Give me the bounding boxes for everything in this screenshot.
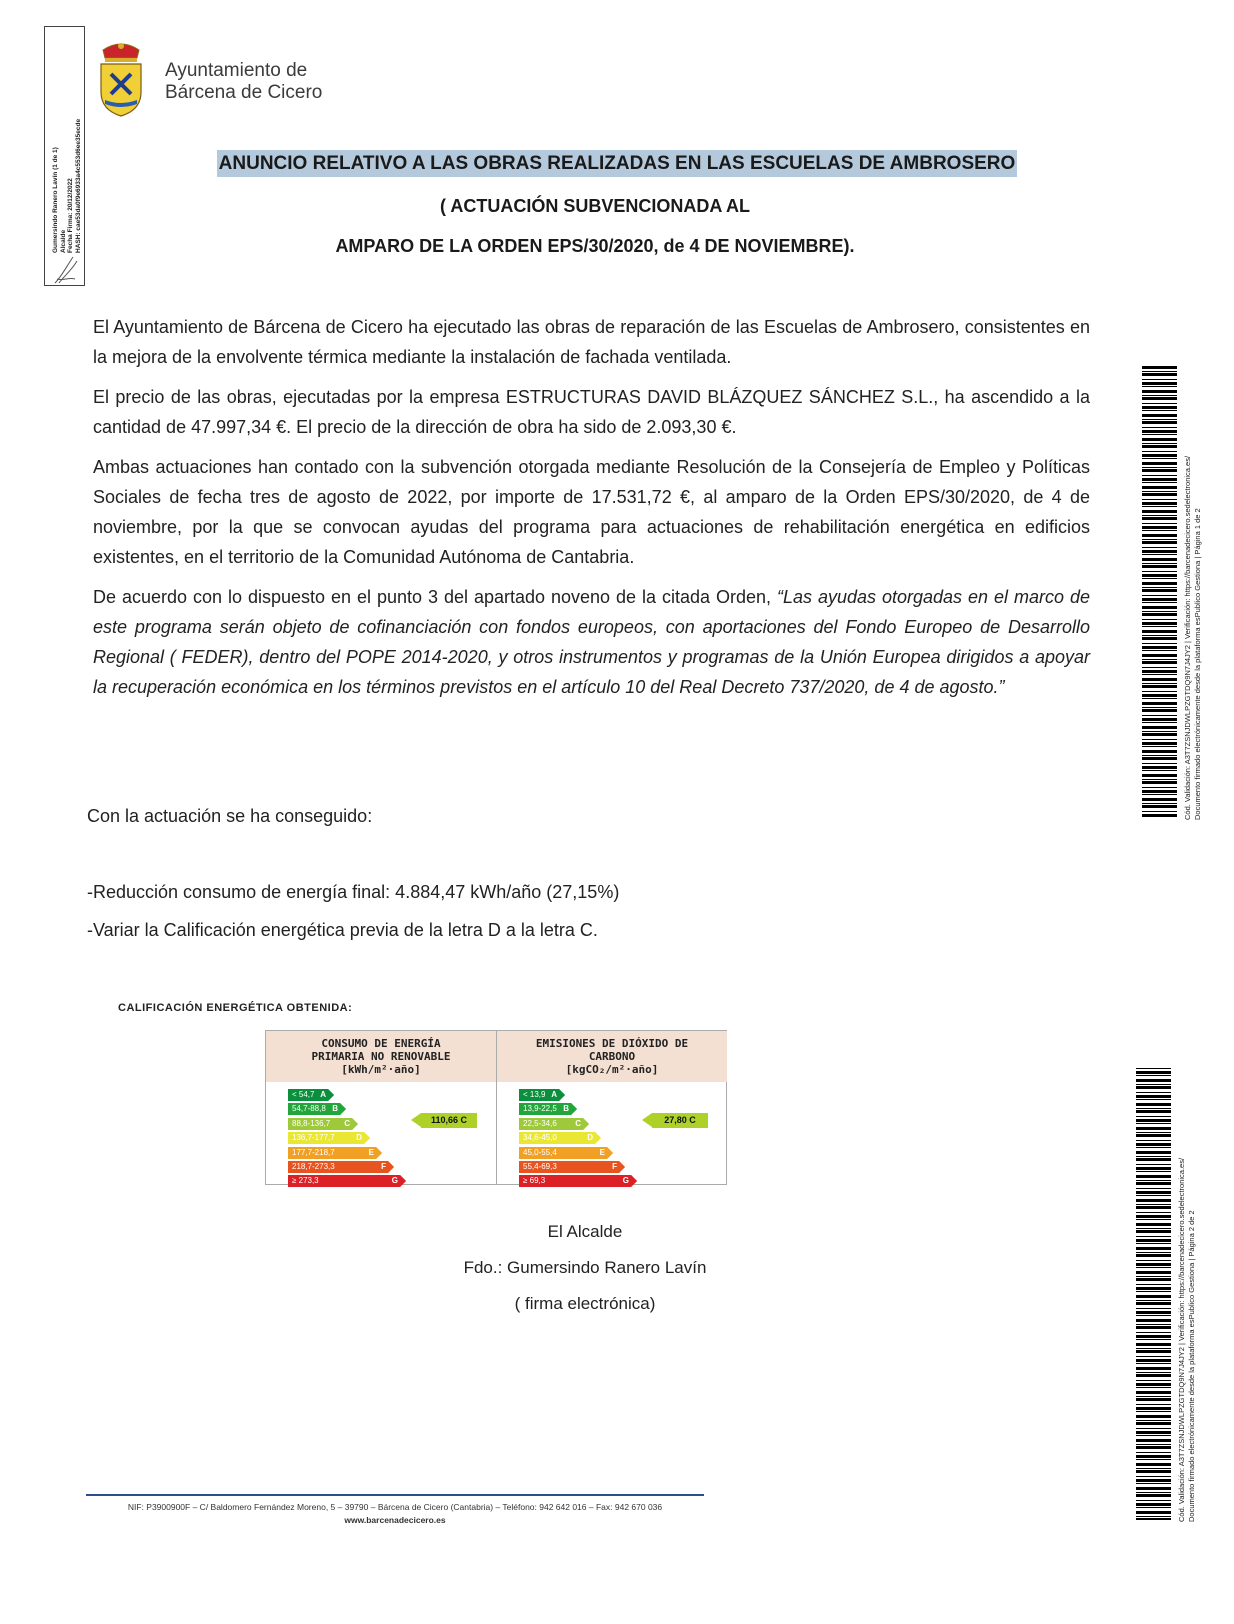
stamp-line: Gumersindo Ranero Lavín (1 de 1)	[52, 147, 59, 253]
energy-bar-letter: E	[368, 1147, 374, 1157]
bar-arrow-tip	[595, 1132, 601, 1144]
header-line: PRIMARIA NO RENOVABLE	[311, 1050, 451, 1063]
results-intro: Con la actuación se ha conseguido:	[87, 806, 373, 826]
energy-bar-letter: C	[344, 1118, 350, 1128]
signature-role: El Alcalde	[547, 1222, 623, 1241]
org-line-2: Bárcena de Cicero	[165, 82, 323, 103]
document-subtitle-line-2: AMPARO DE LA ORDEN EPS/30/2020, de 4 DE NOVIEMBRE).	[335, 236, 855, 256]
header-line: CONSUMO DE ENERGÍA	[321, 1037, 441, 1050]
co2-bar-letter: B	[563, 1104, 569, 1114]
bar-arrow-tip	[619, 1161, 625, 1173]
energy-bar-range: < 54,7	[292, 1090, 315, 1099]
co2-bar-letter: E	[599, 1147, 605, 1157]
coat-of-arms-icon	[93, 40, 149, 118]
energy-bar-letter: G	[391, 1176, 398, 1186]
validation-line: Documento firmado electrónicamente desde la plataforma esPublico Gestiona | Página 1 de 2	[1193, 508, 1202, 820]
energy-bar-c	[288, 1118, 352, 1130]
paragraph-price: El precio de las obras, ejecutadas por la empresa ESTRUCTURAS DAVID BLÁZQUEZ SÁNCHEZ S.L., ha ascendido a la cantidad de 47.997,34 €. El precio de la dirección de obra ha sido de 2.093,30 €.	[93, 387, 1090, 437]
bar-arrow-tip	[328, 1089, 334, 1101]
footer-divider	[86, 1494, 704, 1496]
co2-bar-d	[519, 1132, 595, 1144]
co2-bar-range: ≥ 69,3	[523, 1176, 546, 1186]
bar-arrow-tip	[376, 1147, 382, 1159]
paragraph-works: El Ayuntamiento de Bárcena de Cicero ha ejecutado las obras de reparación de las Escuelas de Ambrosero, consistentes en la mejora de la envolvente térmica mediante la instalación de fachada ventilada.	[93, 317, 1090, 367]
paragraph-subsidy: Ambas actuaciones han contado con la subvención otorgada mediante Resolución de la Consejería de Empleo y Políticas Sociales de fecha tres de agosto de 2022, por importe de 17.531,72 €, al amparo de la Orden EPS/30/2020, de 4 de noviembre, por la que se convocan ayudas del programa para actuaciones de rehabilitación energética en edificios existentes, en el territorio de la Comunidad Autónoma de Cantabria.	[93, 457, 1090, 567]
stamp-text	[52, 23, 82, 253]
document-body	[93, 312, 1090, 712]
energy-bar-range: 177,7-218,7	[292, 1147, 335, 1157]
bar-arrow-tip	[400, 1175, 406, 1187]
energy-bar-letter: D	[356, 1133, 362, 1143]
co2-bar-range: 55,4-69,3	[523, 1161, 557, 1171]
energy-label-title: CALIFICACIÓN ENERGÉTICA OBTENIDA:	[118, 1002, 353, 1014]
paragraph-cofinancing-quote: “Las ayudas otorgadas en el marco de este programa serán objeto de cofinanciación con fondos europeos, con aportaciones del Fondo Europeo de Desarrollo Regional ( FEDER), dentro del POPE 2014-2020, y otros instrumentos y programas de la Unión Europea dirigidos a apoyar la recuperación económica en los términos previstos en el artículo 10 del Real Decreto 737/2020, de 4 de agosto.”	[93, 587, 1090, 697]
co2-emissions-header	[497, 1031, 727, 1082]
bar-arrow-tip	[364, 1132, 370, 1144]
energy-bar-letter: A	[320, 1090, 326, 1099]
co2-bar-letter: C	[575, 1118, 581, 1128]
signature-name: Fdo.: Gumersindo Ranero Lavín	[463, 1258, 707, 1277]
co2-bar-range: 22,5-34,6	[523, 1118, 557, 1128]
energy-label	[265, 1030, 727, 1185]
footer-address: NIF: P3900900F – C/ Baldomero Fernández Moreno, 5 – 39790 – Bárcena de Cicero (Cantabria) – Teléfono: 942 642 016 – Fax: 942 670 036	[127, 1502, 663, 1512]
stamp-line: Fecha Firma: 20/12/2022	[67, 178, 74, 253]
energy-bar-range: ≥ 273,3	[292, 1176, 319, 1186]
co2-emissions-panel	[497, 1031, 727, 1184]
bar-arrow-tip	[340, 1103, 346, 1115]
energy-bar-range: 88,8-136,7	[292, 1118, 331, 1128]
energy-bar-e	[288, 1147, 376, 1159]
validation-text-page-1	[1183, 456, 1203, 820]
paragraph-cofinancing	[93, 582, 1090, 702]
energy-consumption-header	[266, 1031, 496, 1082]
energy-consumption-scale	[288, 1089, 400, 1190]
document-title	[0, 153, 1234, 175]
co2-bar-letter: D	[587, 1133, 593, 1143]
energy-bar-letter: B	[332, 1104, 338, 1114]
header-line: EMISIONES DE DIÓXIDO DE	[535, 1037, 689, 1050]
co2-bar-c	[519, 1118, 583, 1130]
energy-bar-d	[288, 1132, 364, 1144]
header-line: CARBONO	[588, 1050, 636, 1063]
validation-line: Cód. Validación: A3T7ZSNJDWLPZGTDQ9N7J4JY2 | Verificación: https://barcenadecicero.sedelectronica.es/	[1183, 455, 1192, 820]
energy-bar-a	[288, 1089, 328, 1101]
org-line-1: Ayuntamiento de	[165, 60, 308, 81]
co2-bar-b	[519, 1103, 571, 1115]
header-line: [kWh/m²·año]	[341, 1063, 421, 1076]
co2-bar-letter: A	[551, 1090, 557, 1099]
validation-text-page-2	[1177, 1158, 1197, 1522]
energy-bar-letter: F	[381, 1161, 386, 1171]
energy-consumption-panel	[266, 1031, 497, 1184]
bar-arrow-tip	[571, 1103, 577, 1115]
energy-bar-g	[288, 1175, 400, 1187]
bar-arrow-tip	[559, 1089, 565, 1101]
co2-emissions-rating: 27,80 C	[652, 1113, 708, 1128]
energy-bar-f	[288, 1161, 388, 1173]
result-item-rating: -Variar la Calificación energética previa de la letra D a la letra C.	[87, 920, 598, 940]
energy-bar-range: 54,7-88,8	[292, 1104, 326, 1114]
signature-note: ( firma electrónica)	[514, 1294, 656, 1313]
barcode-page-2-icon	[1136, 1068, 1171, 1520]
co2-emissions-scale	[519, 1089, 631, 1190]
validation-line: Documento firmado electrónicamente desde la plataforma esPublico Gestiona | Página 2 de 2	[1187, 1210, 1196, 1522]
co2-bar-f	[519, 1161, 619, 1173]
paragraph-cofinancing-intro: De acuerdo con lo dispuesto en el punto 3 del apartado noveno de la citada Orden,	[93, 587, 777, 607]
document-subtitle-line-1: ( ACTUACIÓN SUBVENCIONADA AL	[440, 196, 750, 216]
result-item-energy: -Reducción consumo de energía final: 4.884,47 kWh/año (27,15%)	[87, 882, 620, 902]
bar-arrow-tip	[352, 1118, 358, 1130]
bar-arrow-tip	[631, 1175, 637, 1187]
co2-bar-range: 45,0-55,4	[523, 1147, 557, 1157]
validation-line: Cód. Validación: A3T7ZSNJDWLPZGTDQ9N7J4JY2 | Verificación: https://barcenadecicero.sedelectronica.es/	[1177, 1157, 1186, 1522]
energy-consumption-rating: 110,66 C	[421, 1113, 477, 1128]
footer-website: www.barcenadecicero.es	[344, 1515, 446, 1525]
co2-bar-a	[519, 1089, 559, 1101]
co2-bar-letter: G	[622, 1176, 629, 1186]
co2-bar-range: 34,6-45,0	[523, 1133, 557, 1143]
energy-bar-range: 218,7-273,3	[292, 1161, 335, 1171]
co2-bar-e	[519, 1147, 607, 1159]
barcode-page-1-icon	[1142, 366, 1177, 818]
stamp-line: Alcalde	[59, 229, 67, 253]
energy-bar-range: 136,7-177,7	[292, 1133, 335, 1143]
bar-arrow-tip	[388, 1161, 394, 1173]
document-title-text: ANUNCIO RELATIVO A LAS OBRAS REALIZADAS EN LAS ESCUELAS DE AMBROSERO	[217, 150, 1018, 177]
stamp-line: HASH: cae53da0f9e6933a4c553d6ee35ecde	[74, 118, 82, 253]
energy-bar-b	[288, 1103, 340, 1115]
header-line: [kgCO₂/m²·año]	[565, 1063, 659, 1076]
bar-arrow-tip	[607, 1147, 613, 1159]
co2-bar-range: < 13,9	[523, 1090, 546, 1099]
co2-bar-range: 13,9-22,5	[523, 1104, 557, 1114]
organization-name	[165, 60, 322, 104]
bar-arrow-tip	[583, 1118, 589, 1130]
co2-bar-letter: F	[612, 1161, 617, 1171]
co2-bar-g	[519, 1175, 631, 1187]
